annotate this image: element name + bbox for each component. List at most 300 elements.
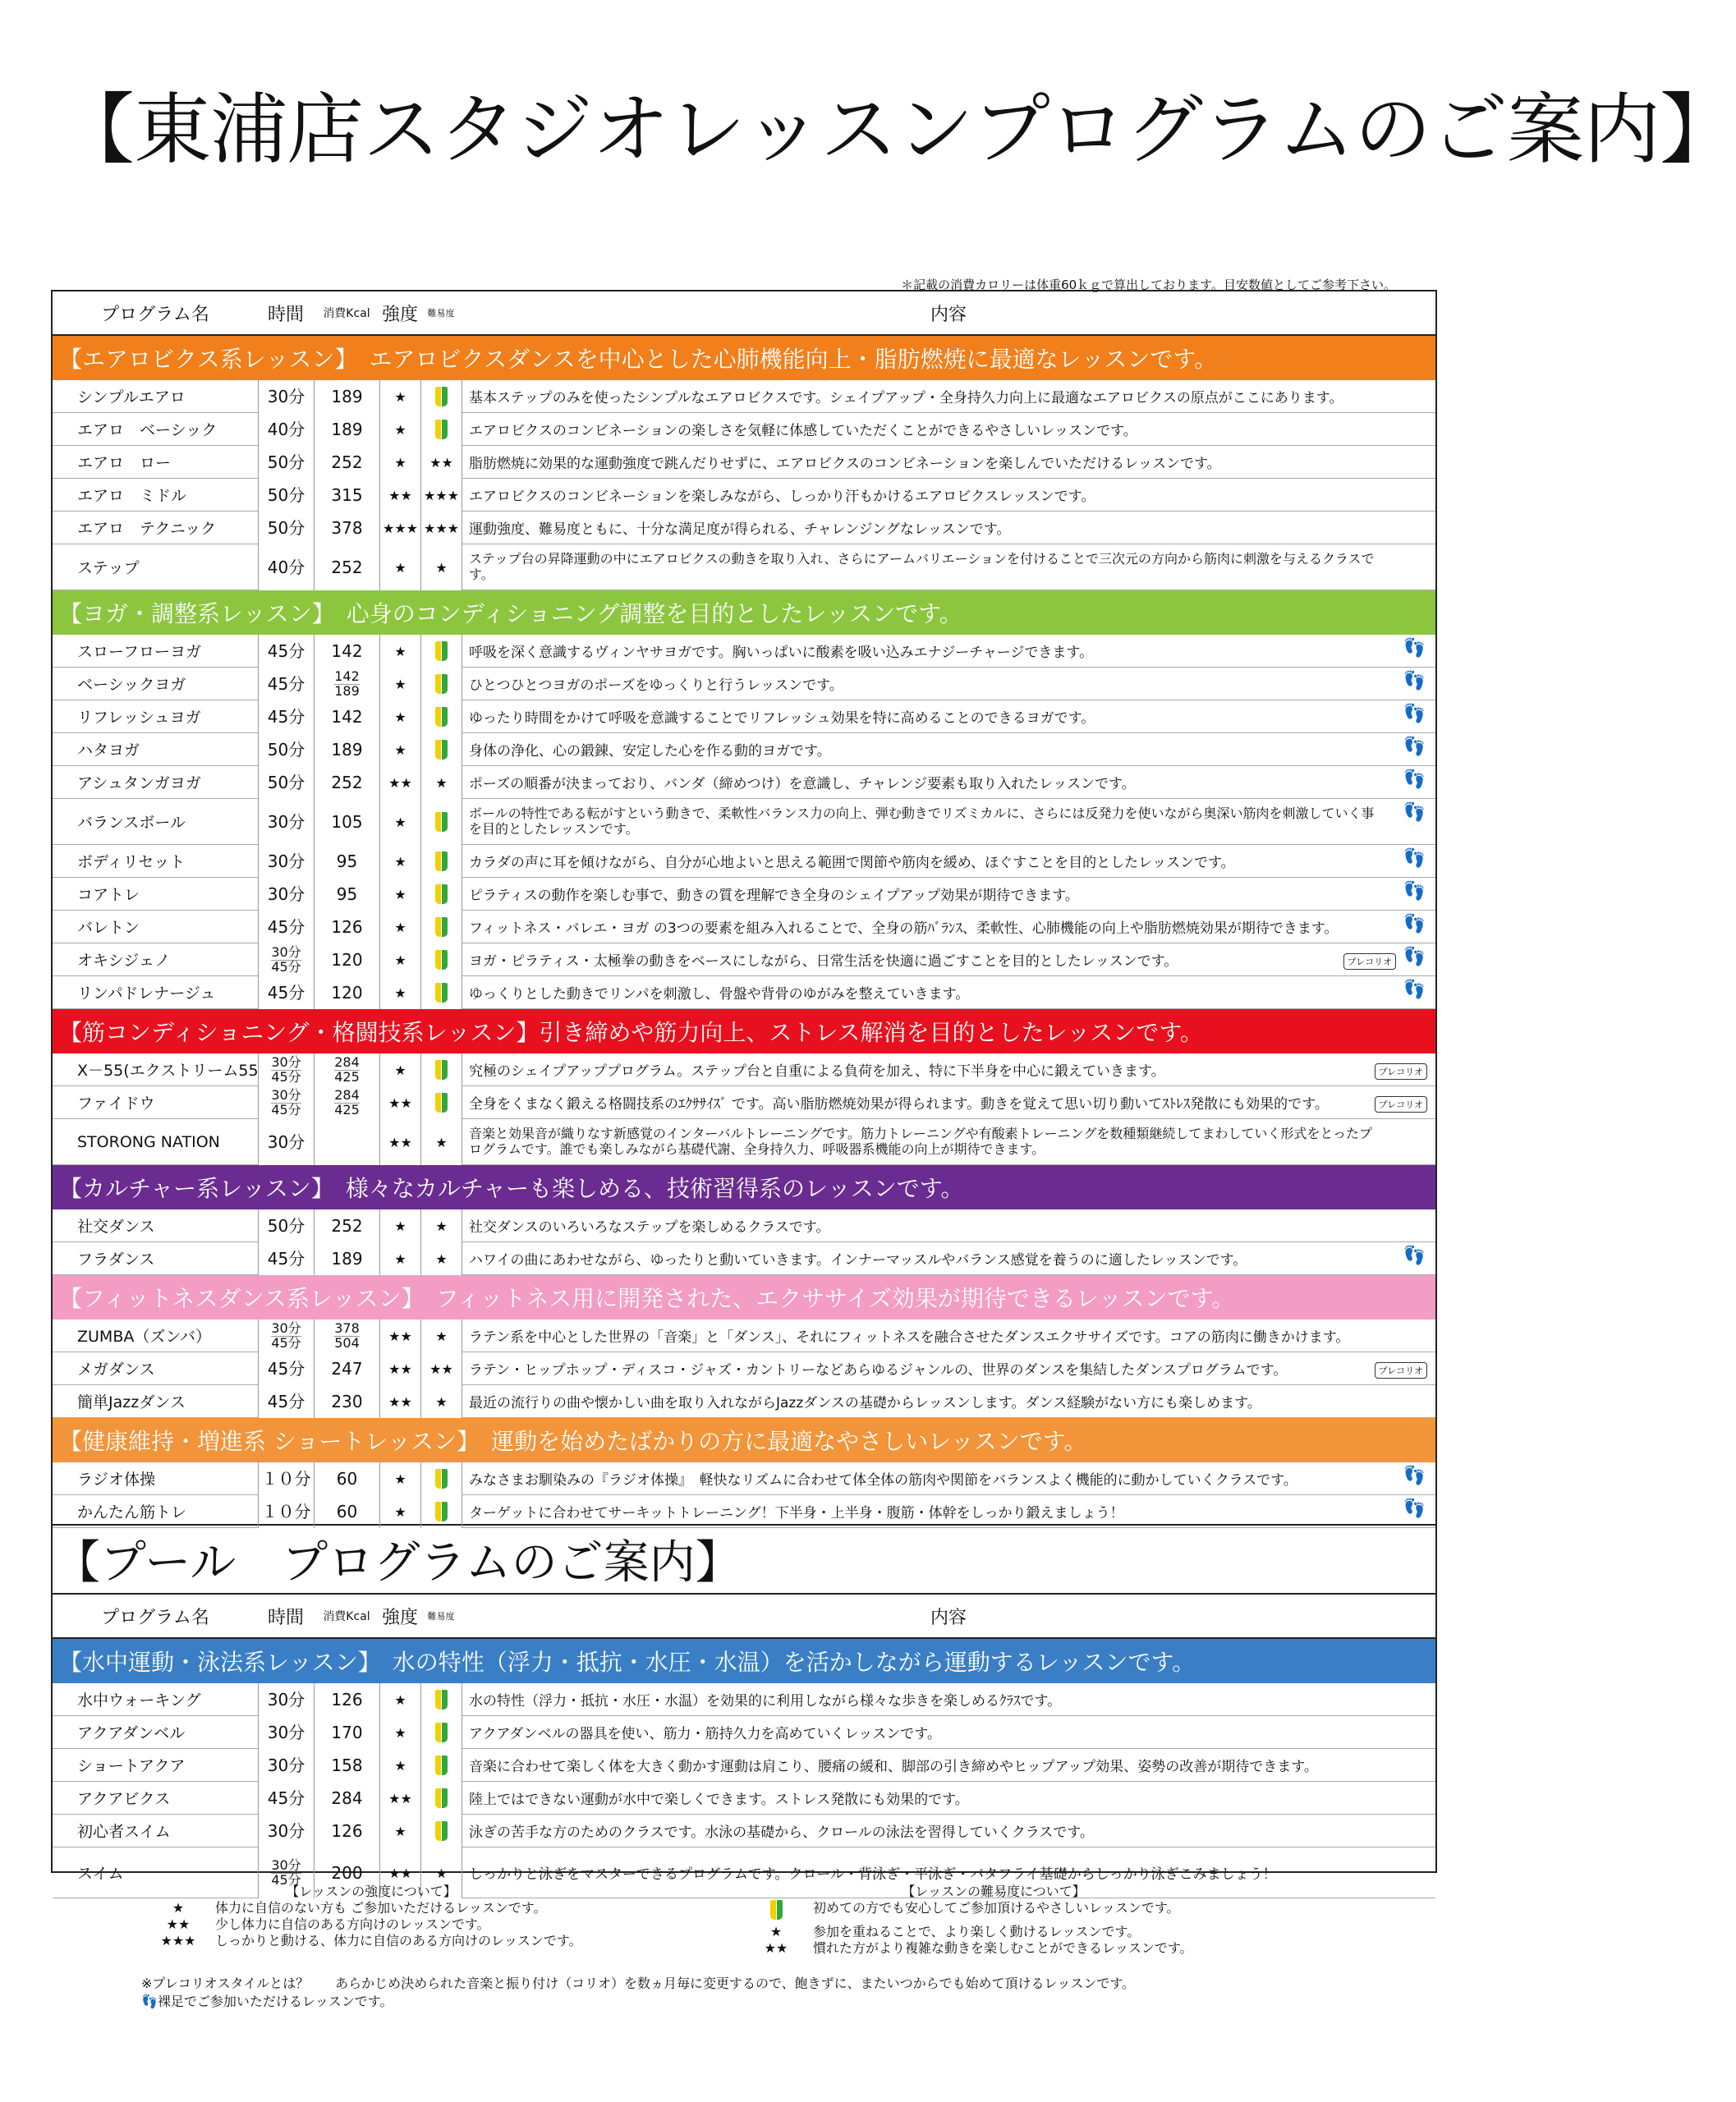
- program-time: １０分: [258, 1462, 314, 1495]
- program-time: 30分: [258, 1815, 314, 1847]
- intensity-stars: ★: [394, 1724, 406, 1741]
- header-intensity: 強度: [381, 304, 418, 325]
- difficulty-stars: ★★★: [423, 520, 460, 536]
- program-difficulty: [420, 799, 462, 845]
- program-intensity: [379, 1782, 420, 1815]
- legend-text: 慣れた方がより複雑な動きを楽しむことができるレッスンです。: [813, 1940, 1193, 1956]
- category-header: 【エアロビクス系レッスン】 エアロビクスダンスを中心とした心肺機能向上・脂肪燃焼に最適なレッスンです。: [53, 336, 1435, 380]
- program-intensity: [379, 413, 420, 446]
- intensity-stars: ★: [394, 814, 406, 830]
- intensity-stars: ★: [394, 1062, 406, 1078]
- program-name: バレトン: [53, 911, 258, 943]
- program-difficulty: [420, 1086, 462, 1119]
- program-intensity: [379, 635, 420, 668]
- legend-item: [141, 1933, 601, 1949]
- category-header: 【健康維持・増進系 ショートレッスン】 運動を始めたばかりの方に最適なやさしいレッスンです。: [53, 1418, 1435, 1462]
- program-description: ラテン・ヒップホップ・ディスコ・ジャズ・カントリーなどあらゆるジャンルの、世界のダンスを集結したダンスプログラムです。: [462, 1352, 1435, 1385]
- program-time: 45分: [258, 911, 314, 943]
- precorio-badge: プレコリオ: [1375, 1063, 1427, 1080]
- intensity-stars: ★: [394, 709, 406, 725]
- program-difficulty: [420, 878, 462, 911]
- program-difficulty: [420, 1815, 462, 1847]
- program-time: 30分: [258, 1749, 314, 1782]
- program-intensity: [379, 1495, 420, 1528]
- program-difficulty: [420, 1782, 462, 1815]
- program-time: 30分: [258, 878, 314, 911]
- program-name: メガダンス: [53, 1352, 258, 1385]
- description-text: ボールの特性である転がすという動きで、柔軟性バランス力の向上、弾む動きでリズミカルに、さらには反発力を使いながら奥深い筋肉を刺激していく事を目的としたレッスンです。: [469, 805, 1375, 837]
- table-row: [53, 733, 1435, 766]
- table-row: [53, 380, 1435, 413]
- intensity-stars: ★: [394, 643, 406, 659]
- difficulty-stars: ★★: [429, 454, 453, 470]
- kcal-value-alt: 425: [334, 1068, 360, 1085]
- category-header: 【ヨガ・調整系レッスン】 心身のコンディショニング調整を目的としたレッスンです。: [53, 590, 1435, 635]
- program-description: 音楽に合わせて楽しく体を大きく動かす運動は肩こり、腰痛の緩和、脚部の引き締めやヒップアップ効果、姿勢の改善が期待できます。: [462, 1749, 1435, 1782]
- program-description: [462, 544, 1435, 590]
- table-row: [53, 635, 1435, 668]
- footnotes: [141, 1975, 1135, 2011]
- program-description: フィットネス・バレエ・ヨガ の3つの要素を組み入れることで、全身の筋ﾊﾞﾗﾝｽ、柔軟性、心肺機能の向上や脂肪燃焼効果が期待できます。: [462, 911, 1435, 943]
- program-name: 簡単Jazzダンス: [53, 1385, 258, 1418]
- program-name: STORONG NATION: [53, 1119, 258, 1165]
- intensity-legend-items: [141, 1900, 601, 1949]
- program-name: リンパドレナージュ: [53, 976, 258, 1009]
- program-time: 50分: [258, 733, 314, 766]
- program-kcal: [314, 1319, 379, 1352]
- difficulty-stars: ★: [435, 1251, 448, 1267]
- program-time: 45分: [258, 1385, 314, 1418]
- program-time: １０分: [258, 1495, 314, 1528]
- program-time: 50分: [258, 1209, 314, 1242]
- program-description: ひとつひとつヨガのポーズをゆっくりと行うレッスンです。: [462, 668, 1435, 700]
- difficulty-stars: ★★★: [423, 487, 460, 503]
- program-description: 究極のシェイプアッププログラム。ステップ台と自重による負荷を加え、特に下半身を中心に鍛えていきます。: [462, 1053, 1435, 1086]
- intensity-legend-title: 【レッスンの強度について】: [286, 1884, 457, 1899]
- beginner-leaf-icon: [435, 1821, 448, 1841]
- intensity-stars: ★★★: [382, 520, 419, 536]
- kcal-value-alt: 189: [334, 682, 360, 699]
- program-name: アシュタンガヨガ: [53, 766, 258, 799]
- barefoot-icon: 👣: [1403, 671, 1426, 691]
- program-difficulty: [420, 380, 462, 413]
- program-intensity: [379, 1086, 420, 1119]
- table-row: [53, 1086, 1435, 1119]
- intensity-stars: ★: [394, 886, 406, 902]
- legend-item: [141, 1916, 601, 1933]
- table-row: [53, 911, 1435, 943]
- legend-item: [739, 1900, 1248, 1924]
- time-value-alt: 45分: [271, 1871, 301, 1888]
- program-difficulty: [420, 479, 462, 512]
- program-kcal: 158: [314, 1749, 379, 1782]
- category-header: 【筋コンディショニング・格闘技系レッスン】引き締めや筋力向上、ストレス解消を目的としたレッスンです。: [53, 1009, 1435, 1053]
- table-row: [53, 1053, 1435, 1086]
- program-description: 最近の流行りの曲や懐かしい曲を取り入れながらJazzダンスの基礎からレッスンします。ダンス経験がない方にも楽しめます。: [462, 1385, 1435, 1418]
- beginner-leaf-icon: [435, 1690, 448, 1710]
- kcal-value-alt: 425: [334, 1101, 360, 1118]
- program-intensity: [379, 943, 420, 976]
- legend-text: 体力に自信のない方も ご参加いただけるレッスンです。: [215, 1900, 547, 1916]
- table-row: [53, 1242, 1435, 1275]
- program-difficulty: [420, 1385, 462, 1418]
- program-time: 45分: [258, 668, 314, 700]
- intensity-stars: ★: [394, 1251, 406, 1267]
- program-description: 陸上ではできない運動が水中で楽しくできます。ストレス発散にも効果的です。: [462, 1782, 1435, 1815]
- program-intensity: [379, 1716, 420, 1749]
- program-difficulty: [420, 1319, 462, 1352]
- intensity-legend: [141, 1884, 601, 1949]
- program-kcal: 60: [314, 1495, 379, 1528]
- pool-table-header: [53, 1595, 1435, 1639]
- program-intensity: [379, 1242, 420, 1275]
- program-intensity: [379, 799, 420, 845]
- program-intensity: [379, 668, 420, 700]
- legend-item: [141, 1900, 601, 1916]
- legend-symbol: [141, 1900, 215, 1916]
- program-name: エアロ ミドル: [53, 479, 258, 512]
- program-difficulty: [420, 1716, 462, 1749]
- intensity-stars: ★: [394, 984, 406, 1001]
- time-value: 30分: [271, 943, 301, 960]
- intensity-stars: ★★: [388, 1134, 412, 1150]
- beginner-leaf-icon: [435, 420, 448, 439]
- intensity-stars: ★: [394, 1471, 406, 1487]
- program-description: [462, 1119, 1435, 1165]
- program-name: アクアビクス: [53, 1782, 258, 1815]
- program-description: 身体の浄化、心の鍛錬、安定した心を作る動的ヨガです。: [462, 733, 1435, 766]
- time-value: 30分: [271, 1319, 301, 1336]
- program-kcal: 120: [314, 943, 379, 976]
- beginner-leaf-icon: [770, 1900, 783, 1920]
- table-row: [53, 1683, 1435, 1716]
- intensity-stars: ★★: [388, 1393, 412, 1410]
- header-difficulty: 難易度: [427, 308, 455, 319]
- barefoot-icon: 👣: [1403, 914, 1426, 934]
- program-time: 50分: [258, 512, 314, 544]
- program-intensity: [379, 1749, 420, 1782]
- program-name: ラジオ体操: [53, 1462, 258, 1495]
- program-name: スイム: [53, 1847, 258, 1898]
- difficulty-stars: ★: [435, 1134, 448, 1150]
- barefoot-icon: 👣: [1403, 980, 1426, 1000]
- barefoot-icon: 👣: [1403, 638, 1426, 659]
- program-difficulty: [420, 733, 462, 766]
- program-intensity: [379, 976, 420, 1009]
- program-intensity: [379, 733, 420, 766]
- legend-item: [739, 1940, 1248, 1957]
- table-row: [53, 544, 1435, 590]
- program-difficulty: [420, 700, 462, 733]
- barefoot-icon: 👣: [1403, 1498, 1426, 1519]
- table-row: [53, 1385, 1435, 1418]
- program-kcal: 95: [314, 878, 379, 911]
- program-name: シンプルエアロ: [53, 380, 258, 413]
- table-row: [53, 1815, 1435, 1847]
- intensity-stars: ★★: [388, 1328, 412, 1344]
- program-difficulty: [420, 1209, 462, 1242]
- program-intensity: [379, 544, 420, 590]
- program-description: ゆっくりとした動きでリンパを刺激し、骨盤や背骨のゆがみを整えていきます。: [462, 976, 1435, 1009]
- program-intensity: [379, 380, 420, 413]
- program-name: バランスボール: [53, 799, 258, 845]
- program-kcal: 126: [314, 911, 379, 943]
- category-header: 【フィットネスダンス系レッスン】 フィットネス用に開発された、エクササイズ効果が期待できるレッスンです。: [53, 1275, 1435, 1319]
- program-difficulty: [420, 1683, 462, 1716]
- program-time: 40分: [258, 544, 314, 590]
- intensity-stars: ★★: [388, 487, 412, 503]
- program-difficulty: [420, 544, 462, 590]
- category-header: 【カルチャー系レッスン】 様々なカルチャーも楽しめる、技術習得系のレッスンです。: [53, 1165, 1435, 1209]
- table-row: [53, 766, 1435, 799]
- difficulty-stars: ★: [435, 1865, 448, 1881]
- difficulty-stars: ★: [435, 559, 448, 576]
- program-difficulty: [420, 911, 462, 943]
- table-row: [53, 943, 1435, 976]
- table-row: [53, 479, 1435, 512]
- program-difficulty: [420, 1053, 462, 1086]
- legend-symbol: [739, 1924, 813, 1940]
- program-intensity: [379, 1053, 420, 1086]
- program-description: みなさまお馴染みの『ラジオ体操』 軽快なリズムに合わせて体全体の筋肉や関節をバランスよく機能的に動かしていくクラスです。: [462, 1462, 1435, 1495]
- program-difficulty: [420, 446, 462, 479]
- barefoot-note: [141, 1993, 1135, 2011]
- difficulty-stars: ★: [435, 774, 448, 791]
- program-name: ハタヨガ: [53, 733, 258, 766]
- program-intensity: [379, 1683, 420, 1716]
- program-kcal: 95: [314, 845, 379, 878]
- header-kcal: 消費Kcal: [323, 1610, 370, 1623]
- pool-program-table: [51, 1526, 1437, 1888]
- program-time: 30分: [258, 1683, 314, 1716]
- program-time: 30分: [258, 380, 314, 413]
- program-intensity: [379, 845, 420, 878]
- program-time: [258, 1086, 314, 1119]
- program-name: スローフローヨガ: [53, 635, 258, 668]
- intensity-stars: ★★: [166, 1916, 191, 1932]
- table-row: [53, 1782, 1435, 1815]
- intensity-stars: ★★: [388, 1095, 412, 1111]
- program-name: ZUMBA（ズンバ）: [53, 1319, 258, 1352]
- table-row: [53, 512, 1435, 544]
- program-intensity: [379, 878, 420, 911]
- program-intensity: [379, 766, 420, 799]
- legend-text: 参加を重ねることで、より楽しく動けるレッスンです。: [813, 1924, 1141, 1939]
- legend-item: [739, 1924, 1248, 1940]
- program-difficulty: [420, 943, 462, 976]
- program-time: 45分: [258, 1352, 314, 1385]
- beginner-leaf-icon: [435, 1723, 448, 1742]
- intensity-stars: ★: [394, 952, 406, 968]
- intensity-stars: ★★: [388, 1865, 412, 1881]
- table-row: [53, 700, 1435, 733]
- description-text: ステップ台の昇降運動の中にエアロビクスの動きを取り入れ、さらにアームバリエーションを付けることで三次元の方向から筋肉に刺激を与えるクラスです。: [469, 551, 1375, 582]
- table-row: [53, 1352, 1435, 1385]
- program-time: 50分: [258, 479, 314, 512]
- barefoot-icon: 👣: [1403, 769, 1426, 790]
- program-name: エアロ ロー: [53, 446, 258, 479]
- program-time: 45分: [258, 700, 314, 733]
- intensity-stars: ★★: [388, 1790, 412, 1806]
- kcal-value: 142: [334, 668, 360, 684]
- barefoot-icon: 👣: [1403, 737, 1426, 757]
- table-row: [53, 1495, 1435, 1528]
- barefoot-note-text: 裸足でご参加いただけるレッスンです。: [157, 1994, 393, 2009]
- program-name: コアトレ: [53, 878, 258, 911]
- program-description: ラテン系を中心とした世界の「音楽」と「ダンス」、それにフィットネスを融合させたダンスエクササイズです。コアの筋肉に働きかけます。: [462, 1319, 1435, 1352]
- program-name: アクアダンベル: [53, 1716, 258, 1749]
- program-description: 脂肪燃焼に効果的な運動強度で跳んだりせずに、エアロビクスのコンビネーションを楽しんでいただけるレッスンです。: [462, 446, 1435, 479]
- calorie-note: ＊記載の消費カロリーは体重60ｋｇで算出しております。目安数値としてご参考下さい。: [901, 278, 1396, 292]
- program-kcal: 105: [314, 799, 379, 845]
- program-kcal: 142: [314, 635, 379, 668]
- program-time: 30分: [258, 1119, 314, 1165]
- program-description: ポーズの順番が決まっており、バンダ（締めつけ）を意識し、チャレンジ要素も取り入れたレッスンです。: [462, 766, 1435, 799]
- program-description: 泳ぎの苦手な方のためのクラスです。水泳の基礎から、クロールの泳法を習得していくクラスです。: [462, 1815, 1435, 1847]
- program-description: 運動強度、難易度ともに、十分な満足度が得られる、チャレンジングなレッスンです。: [462, 512, 1435, 544]
- difficulty-stars: ★★: [429, 1361, 453, 1377]
- program-time: 50分: [258, 766, 314, 799]
- beginner-leaf-icon: [435, 707, 448, 727]
- time-value-alt: 45分: [271, 958, 301, 975]
- table-row: [53, 1462, 1435, 1495]
- program-description: 基本ステップのみを使ったシンプルなエアロビクスです。シェイプアップ・全身持久力向上に最適なエアロビクスの原点がここにあります。: [462, 380, 1435, 413]
- table-row: [53, 878, 1435, 911]
- description-text: 音楽と効果音が織りなす新感覚のインターバルトレーニングです。筋力トレーニングや有酸素トレーニングを数種類継続してまわしていく形式をとったプログラムです。誰でも楽しみながら基礎代謝、全身持久力、呼吸器系機能の向上が期待できます。: [469, 1126, 1373, 1157]
- table-row: [53, 1716, 1435, 1749]
- program-name: 初心者スイム: [53, 1815, 258, 1847]
- beginner-leaf-icon: [435, 917, 448, 937]
- beginner-leaf-icon: [435, 1093, 448, 1113]
- barefoot-icon: 👣: [1403, 704, 1426, 724]
- legend-text: 初めての方でも安心してご参加頂けるやさしいレッスンです。: [813, 1900, 1180, 1916]
- program-description: しっかりと泳ぎをマスターできるプログラムです。クロール・背泳ぎ・平泳ぎ・バタフライ基礎からしっかり泳ぎこみましょう！: [462, 1847, 1435, 1898]
- program-time: 30分: [258, 799, 314, 845]
- legend-symbol: [141, 1916, 215, 1933]
- program-time: 45分: [258, 635, 314, 668]
- studio-table-body: [53, 336, 1435, 1528]
- difficulty-stars: ★: [435, 1328, 448, 1344]
- beginner-leaf-icon: [435, 950, 448, 970]
- precorio-badge: プレコリオ: [1375, 1096, 1427, 1113]
- pool-title: 【プール プログラムのご案内】: [53, 1526, 1435, 1595]
- program-name: 社交ダンス: [53, 1209, 258, 1242]
- program-kcal: [314, 1053, 379, 1086]
- beginner-leaf-icon: [435, 1469, 448, 1489]
- intensity-stars: ★: [394, 919, 406, 935]
- table-row: [53, 799, 1435, 845]
- program-description: ピラティスの動作を楽しむ事で、動きの質を理解でき全身のシェイプアップ効果が期待できます。: [462, 878, 1435, 911]
- program-kcal: 60: [314, 1462, 379, 1495]
- time-value-alt: 45分: [271, 1068, 301, 1085]
- beginner-leaf-icon: [435, 740, 448, 760]
- header-program-name: プログラム名: [101, 304, 209, 325]
- intensity-stars: ★: [394, 1757, 406, 1774]
- intensity-stars: ★: [394, 421, 406, 438]
- program-kcal: 378: [314, 512, 379, 544]
- program-name: リフレッシュヨガ: [53, 700, 258, 733]
- intensity-stars: ★: [394, 454, 406, 470]
- program-description: ターゲットに合わせてサーキットトレーニング！下半身・上半身・腹筋・体幹をしっかり鍛えましょう！: [462, 1495, 1435, 1528]
- difficulty-stars: ★: [435, 1218, 448, 1234]
- legend-text: しっかりと動ける、体力に自信のある方向けのレッスンです。: [215, 1933, 582, 1948]
- table-row: [53, 976, 1435, 1009]
- program-name: 水中ウォーキング: [53, 1683, 258, 1716]
- barefoot-icon: 👣: [1403, 1246, 1426, 1266]
- program-difficulty: [420, 845, 462, 878]
- program-difficulty: [420, 1462, 462, 1495]
- header-kcal: 消費Kcal: [323, 307, 370, 320]
- time-value: 30分: [271, 1856, 301, 1873]
- program-difficulty: [420, 413, 462, 446]
- header-intensity: 強度: [381, 1607, 418, 1628]
- table-header: [53, 291, 1435, 336]
- time-value: 30分: [271, 1086, 301, 1103]
- intensity-stars: ★: [394, 388, 406, 405]
- table-row: [53, 446, 1435, 479]
- difficulty-stars: ★★: [764, 1940, 788, 1956]
- program-difficulty: [420, 1495, 462, 1528]
- program-time: 45分: [258, 976, 314, 1009]
- program-time: 50分: [258, 446, 314, 479]
- program-time: 30分: [258, 1716, 314, 1749]
- program-description: エアロビクスのコンビネーションを楽しみながら、しっかり汗もかけるエアロビクスレッスンです。: [462, 479, 1435, 512]
- program-kcal: 120: [314, 976, 379, 1009]
- header-content: 内容: [930, 304, 967, 325]
- program-intensity: [379, 1385, 420, 1418]
- difficulty-legend-items: [739, 1900, 1248, 1957]
- page-title: 【東浦店スタジオレッスンプログラムのご案内】: [57, 85, 1736, 175]
- program-intensity: [379, 446, 420, 479]
- program-intensity: [379, 700, 420, 733]
- program-description: [462, 799, 1435, 845]
- intensity-stars: ★: [394, 559, 406, 576]
- time-value: 30分: [271, 1053, 301, 1070]
- program-name: ファイドウ: [53, 1086, 258, 1119]
- beginner-leaf-icon: [435, 851, 448, 871]
- header-difficulty: 難易度: [427, 1611, 455, 1622]
- header-time: 時間: [267, 1607, 304, 1628]
- intensity-stars: ★: [394, 1823, 406, 1839]
- header-program-name: プログラム名: [101, 1607, 209, 1628]
- program-name: フラダンス: [53, 1242, 258, 1275]
- program-time: 45分: [258, 1242, 314, 1275]
- program-description: 呼吸を深く意識するヴィンヤサヨガです。胸いっぱいに酸素を吸い込みエナジーチャージできます。: [462, 635, 1435, 668]
- program-time: [258, 1319, 314, 1352]
- program-time: 40分: [258, 413, 314, 446]
- barefoot-icon: 👣: [1403, 1466, 1426, 1486]
- difficulty-stars: ★: [435, 1393, 448, 1410]
- program-name: ステップ: [53, 544, 258, 590]
- program-intensity: [379, 1815, 420, 1847]
- program-time: 45分: [258, 1782, 314, 1815]
- pool-table-body: [53, 1639, 1435, 1898]
- program-kcal: 252: [314, 766, 379, 799]
- difficulty-legend-title: 【レッスンの難易度について】: [902, 1884, 1086, 1899]
- program-kcal: 189: [314, 380, 379, 413]
- legend-symbol: [141, 1933, 215, 1949]
- table-row: [53, 413, 1435, 446]
- intensity-stars: ★: [394, 1691, 406, 1708]
- program-description: 全身をくまなく鍛える格闘技系のｴｸｻｻｲｽﾞ です。高い脂肪燃焼効果が得られます。動きを覚えて思い切り動いてｽﾄﾚｽ発散にも効果的です。: [462, 1086, 1435, 1119]
- program-kcal: 170: [314, 1716, 379, 1749]
- program-difficulty: [420, 766, 462, 799]
- program-description: 水の特性（浮力・抵抗・水圧・水温）を効果的に利用しながら様々な歩きを楽しめるｸﾗｽです。: [462, 1683, 1435, 1716]
- program-intensity: [379, 911, 420, 943]
- beginner-leaf-icon: [435, 1755, 448, 1775]
- beginner-leaf-icon: [435, 387, 448, 406]
- program-kcal: 142: [314, 700, 379, 733]
